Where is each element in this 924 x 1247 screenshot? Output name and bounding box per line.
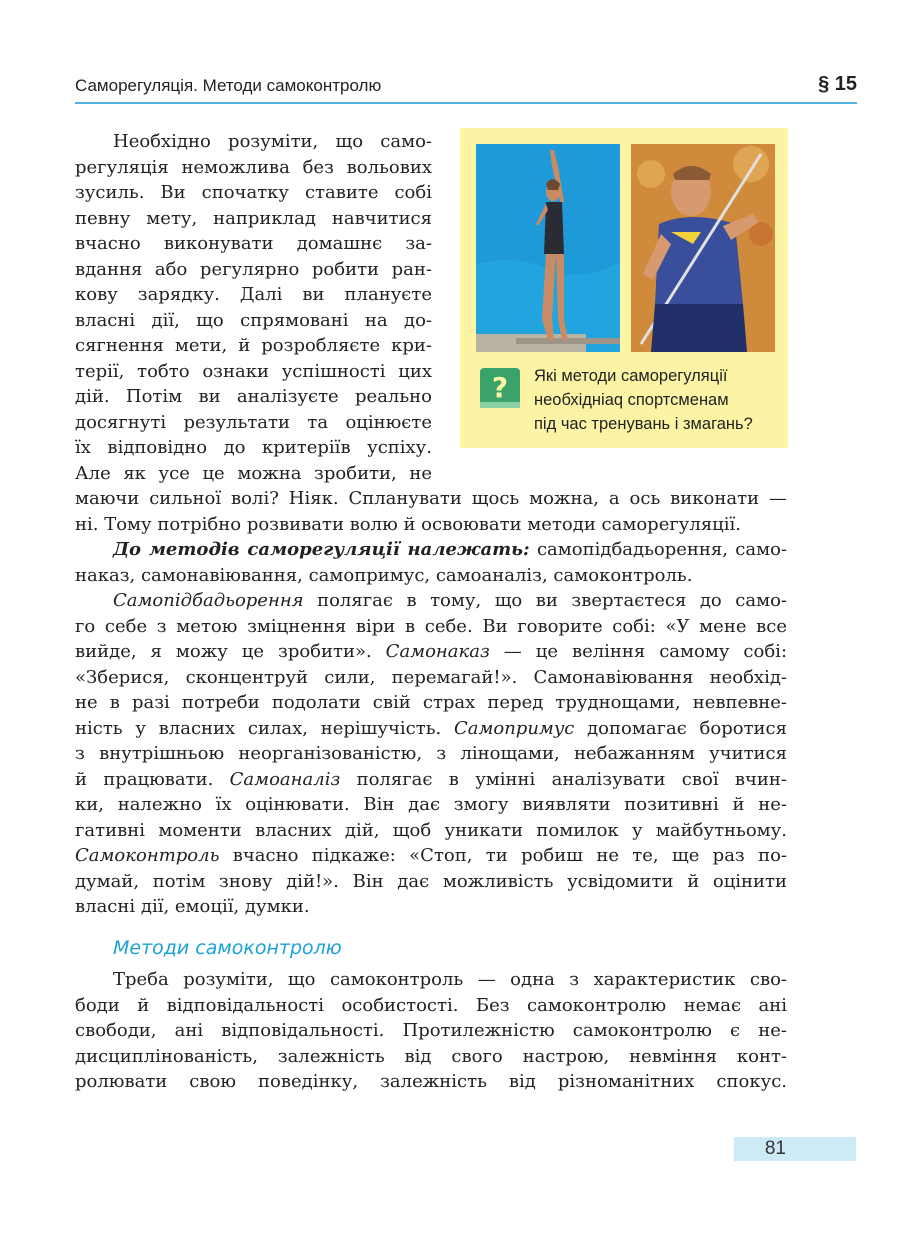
text-line: їх відповідно до критеріїв успіху. — [75, 437, 432, 458]
text-line: ні. Тому потрібно розвивати волю й освоювати методи саморегуляції. — [75, 513, 741, 535]
paragraph-1-column — [75, 129, 432, 486]
text-line: досягнуті результати та оцінюєте — [75, 411, 432, 433]
term-self-control: Самоконтроль — [75, 845, 220, 866]
text-line: сягнення мети, й розробляєте кри- — [75, 335, 432, 356]
page-number: 81 — [764, 1138, 786, 1159]
sidebar-question-text — [534, 364, 784, 436]
text-line: регуляція неможлива без вольових — [75, 156, 432, 178]
text-line: Самопідбадьорення полягає в тому, що ви звертаєтеся до само- — [113, 590, 787, 611]
text-line: терії, тобто ознаки успішності цих — [75, 360, 432, 382]
term-self-encouragement: Самопідбадьорення — [113, 590, 304, 611]
text-line: маючи сильної волі? Ніяк. Спланувати щось можна, а ось виконати — — [75, 488, 787, 509]
text-line: Треба розуміти, що самоконтроль — одна з характеристик сво- — [113, 969, 787, 990]
text-line: ність у власних силах, нерішучість. Самопримус допомагає боротися — [75, 717, 787, 739]
diver-photo — [476, 144, 620, 352]
text-line: го себе з метою зміцнення віри в себе. Ви говорите собі: «У мене все — [75, 615, 787, 637]
text-line: не в разі потреби подолати свій страх перед труднощами, невпевне- — [75, 692, 787, 713]
question-line: Які методи саморегуляції — [534, 367, 728, 385]
text-line: власні дії, емоції, думки. — [75, 896, 310, 917]
term-self-command: Самонаказ — [385, 641, 490, 662]
athlete-photo — [631, 144, 775, 352]
term-self-analysis: Самоаналіз — [229, 768, 341, 790]
text-line: дій. Потім ви аналізуєте реально — [75, 386, 432, 407]
text-line: Самоконтроль вчасно підкаже: «Стоп, ти робиш не те, ще раз по- — [75, 845, 787, 866]
text-line: «Зберися, сконцентруй сили, перемагай!». Самонавіювання необхід- — [75, 666, 787, 688]
text-line: До методів саморегуляції належать: самопідбадьорення, само- — [113, 539, 787, 560]
question-mark-icon — [478, 366, 522, 410]
text-line: ролювати свою поведінку, залежність від різноманітних спокус. — [75, 1071, 787, 1092]
methods-lead: До методів саморегуляції належать: — [113, 539, 530, 560]
question-line: необхідніаq спортсменам — [534, 391, 729, 409]
text-line: зусиль. Ви спочатку ставите собі — [75, 182, 432, 203]
text-line: певну мету, наприклад навчитися — [75, 207, 432, 229]
section-number: § 15 — [818, 73, 857, 95]
text-line: боди й відповідальності особистості. Без самоконтролю немає ані — [75, 994, 787, 1016]
running-header — [75, 72, 857, 104]
text-line: Але як усе це можна зробити, не — [75, 462, 432, 484]
text-line: думай, потім знову дій!». Він дає можливість усвідомити й оцінити — [75, 870, 787, 892]
question-sidebar — [460, 128, 788, 448]
chapter-title: Саморегуляція. Методи самоконтролю — [75, 76, 382, 95]
text-line: ки, належно їх оцінювати. Він дає змогу виявляти позитивні й не- — [75, 794, 787, 815]
section-subheading: Методи самоконтролю — [113, 937, 342, 959]
svg-text:?: ? — [491, 371, 509, 404]
text-line: гативні моменти власних дій, щоб уникати помилок у майбутньому. — [75, 819, 787, 841]
text-line: й працювати. Самоаналіз полягає в умінні аналізувати свої вчин- — [75, 768, 788, 790]
text-line: Необхідно розуміти, що само- — [113, 131, 432, 152]
text-line: власні дії, що спрямовані на до- — [75, 309, 432, 331]
question-line: під час тренувань і змагань? — [534, 415, 753, 433]
paragraph-4 — [75, 967, 787, 1095]
text-line: вийде, я можу це зробити». Самонаказ — це веління самому собі: — [75, 641, 788, 662]
text-line: вдання або регулярно робити ран- — [75, 258, 432, 280]
term-self-compulsion: Самопримус — [453, 717, 575, 739]
text-line: вчасно виконувати домашнє за- — [75, 233, 432, 254]
text-line: дисциплінованість, залежність від свого настрою, невміння конт- — [75, 1045, 787, 1067]
page-number-box — [734, 1137, 856, 1161]
text-line: свободи, ані відповідальності. Протилежністю самоконтролю є не- — [75, 1020, 787, 1041]
main-text-block — [75, 486, 787, 920]
text-line: наказ, самонавіювання, самопримус, самоаналіз, самоконтроль. — [75, 564, 693, 586]
text-line: кову зарядку. Далі ви плануєте — [75, 284, 432, 305]
text-line: з внутрішньою неорганізованістю, з лінощами, небажанням учитися — [75, 743, 787, 764]
